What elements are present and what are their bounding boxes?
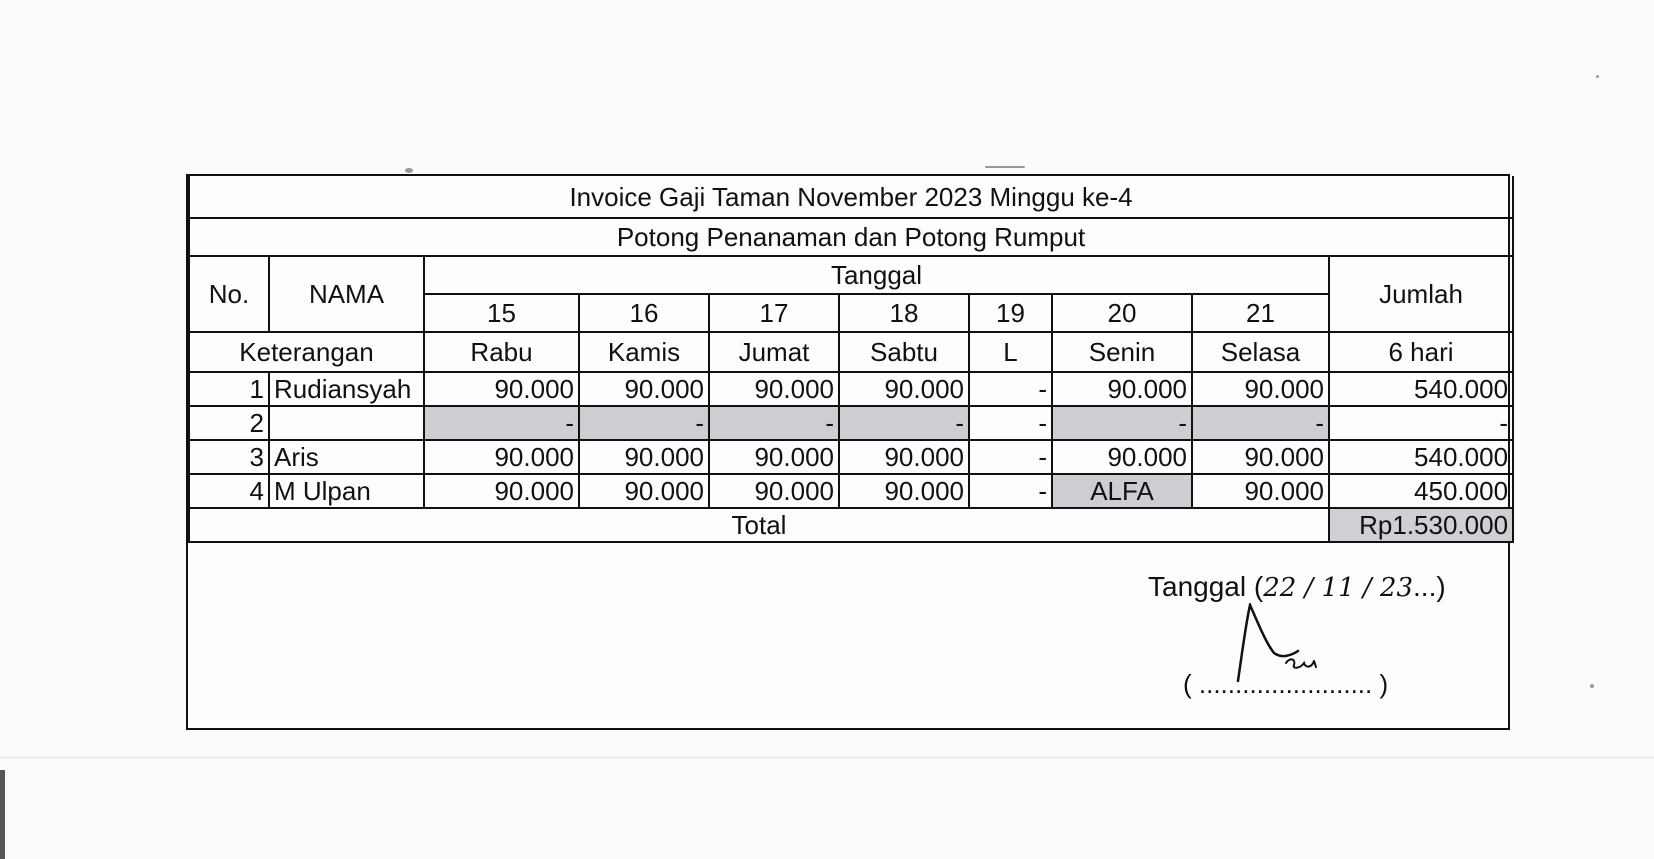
wage-cell: - [969,372,1052,406]
table-row [189,474,1513,508]
table-row [189,406,1513,440]
wage-cell: 90.000 [709,372,839,406]
row-jumlah: 450.000 [1329,474,1513,508]
header-keterangan: Keterangan [189,332,424,372]
row-jumlah: 540.000 [1329,372,1513,406]
wage-cell: - [839,406,969,440]
scan-speck [405,168,413,173]
date-cell: 17 [709,294,839,332]
signature-date-suffix: ...) [1413,571,1446,602]
wage-cell: 90.000 [424,474,579,508]
scan-speck [1590,684,1594,688]
day-cell: Selasa [1192,332,1329,372]
signature-date-handwritten: 22 / 11 / 23 [1263,573,1414,603]
total-label: Total [189,508,1329,542]
wage-cell: - [969,406,1052,440]
row-number: 4 [189,474,269,508]
table-row [189,440,1513,474]
date-cell: 15 [424,294,579,332]
wage-cell: 90.000 [839,372,969,406]
date-cell: 20 [1052,294,1192,332]
table-row [189,372,1513,406]
signature-date [1148,571,1446,603]
day-cell: Rabu [424,332,579,372]
header-no: No. [189,256,269,332]
header-jumlah: Jumlah [1329,256,1513,332]
employee-name: Aris [269,440,424,474]
wage-cell: 90.000 [579,372,709,406]
scan-speck [985,166,1025,168]
row-number: 1 [189,372,269,406]
wage-cell: 90.000 [1052,440,1192,474]
wage-cell: 90.000 [839,440,969,474]
date-cell: 19 [969,294,1052,332]
invoice-table [188,176,1514,543]
employee-name: M Ulpan [269,474,424,508]
row-jumlah: - [1329,406,1513,440]
invoice-subtitle: Potong Penanaman dan Potong Rumput [189,218,1513,256]
wage-cell: - [424,406,579,440]
day-cell: Kamis [579,332,709,372]
invoice-title: Invoice Gaji Taman November 2023 Minggu ke-4 [189,176,1513,218]
invoice-sheet [186,174,1510,730]
absence-cell: ALFA [1052,474,1192,508]
wage-cell: - [709,406,839,440]
date-cell: 16 [579,294,709,332]
wage-cell: - [1052,406,1192,440]
wage-cell: 90.000 [424,372,579,406]
day-cell: Sabtu [839,332,969,372]
wage-cell: 90.000 [709,440,839,474]
wage-cell: - [1192,406,1329,440]
date-cell: 18 [839,294,969,332]
scan-speck [1596,75,1599,78]
wage-cell: 90.000 [1192,474,1329,508]
signature-date-prefix: Tanggal ( [1148,571,1264,602]
wage-cell: 90.000 [579,474,709,508]
wage-cell: 90.000 [579,440,709,474]
signature-area [188,543,1508,715]
employee-name [269,406,424,440]
scan-fold-line [0,757,1654,758]
header-tanggal: Tanggal [424,256,1329,294]
scan-edge [0,770,5,859]
wage-cell: 90.000 [424,440,579,474]
wage-cell: 90.000 [1192,440,1329,474]
signature-name-line: ( ........................ ) [1183,669,1389,699]
day-cell: Senin [1052,332,1192,372]
wage-cell: 90.000 [839,474,969,508]
date-cell: 21 [1192,294,1329,332]
row-jumlah: 540.000 [1329,440,1513,474]
employee-name: Rudiansyah [269,372,424,406]
wage-cell: - [969,440,1052,474]
days-total: 6 hari [1329,332,1513,372]
wage-cell: 90.000 [709,474,839,508]
wage-cell: 90.000 [1192,372,1329,406]
day-cell: L [969,332,1052,372]
header-nama: NAMA [269,256,424,332]
wage-cell: 90.000 [1052,372,1192,406]
wage-cell: - [579,406,709,440]
row-number: 3 [189,440,269,474]
total-value: Rp1.530.000 [1329,508,1513,542]
row-number: 2 [189,406,269,440]
wage-cell: - [969,474,1052,508]
day-cell: Jumat [709,332,839,372]
